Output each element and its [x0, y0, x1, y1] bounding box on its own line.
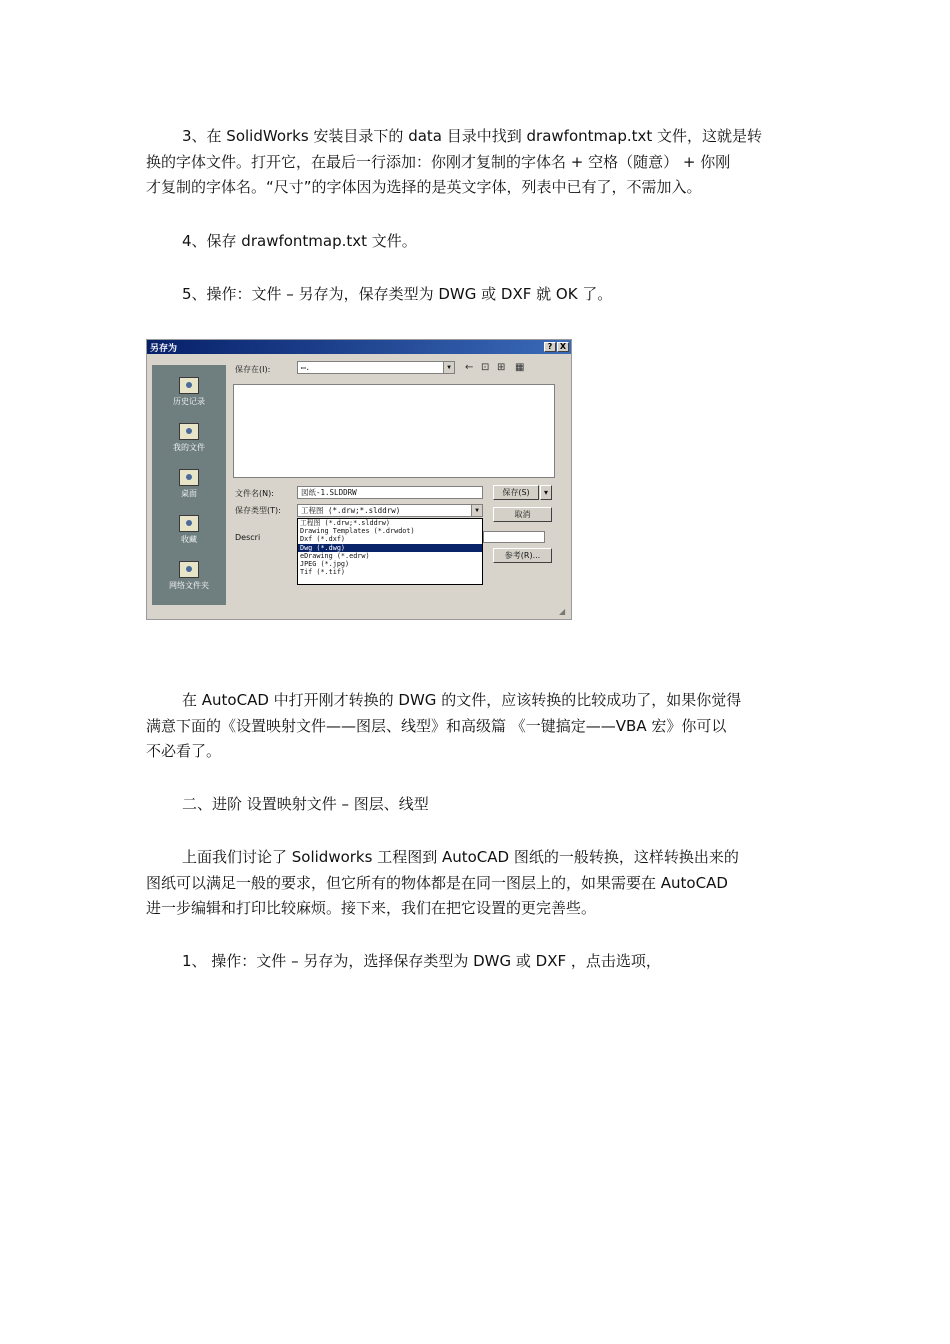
history-icon	[179, 377, 199, 394]
filename-label: 文件名(N):	[235, 489, 274, 498]
place-label: 历史记录	[173, 397, 205, 406]
close-button[interactable]: X	[557, 342, 569, 352]
save-in-value: .	[305, 363, 311, 372]
paragraph-autocad	[146, 688, 810, 765]
places-bar	[152, 365, 226, 605]
save-in-combo[interactable]	[297, 361, 455, 374]
place-desktop[interactable]	[152, 461, 226, 507]
text-line: 图纸可以满足一般的要求，但它所有的物体都是在同一图层上的，如果需要在 AutoCAD	[146, 873, 728, 892]
filetype-option[interactable]: Tif (*.tif)	[300, 568, 346, 577]
filename-value: 図纸-1.SLDDRW	[301, 488, 357, 497]
desktop-icon	[179, 469, 199, 486]
paragraph-intro	[146, 845, 810, 922]
back-icon[interactable]: ←	[465, 362, 474, 373]
reference-button[interactable]: 参考(R)...	[493, 548, 552, 563]
help-button[interactable]: ?	[544, 342, 556, 352]
cancel-button[interactable]: 取消	[493, 507, 552, 522]
favorites-icon	[179, 515, 199, 532]
text-line: 在 AutoCAD 中打开刚才转换的 DWG 的文件，应该转换的比较成功了，如果你觉得	[182, 691, 742, 709]
text-line: 进一步编辑和打印比较麻烦。接下来，我们在把它设置的更完善些。	[146, 899, 597, 917]
filetype-value: 工程图 (*.drw;*.slddrw)	[301, 506, 401, 515]
description-field[interactable]	[483, 531, 545, 543]
dialog-titlebar	[147, 340, 571, 354]
filename-field[interactable]	[297, 486, 483, 499]
place-favorites[interactable]	[152, 507, 226, 553]
text-line: 满意下面的《设置映射文件——图层、线型》和高级篇 《一键搞定——VBA 宏》你可以	[146, 716, 727, 735]
place-history[interactable]	[152, 369, 226, 415]
chevron-down-icon: ▼	[443, 362, 454, 373]
filetype-option[interactable]: 工程图 (*.drw;*.slddrw)	[300, 519, 390, 527]
filetype-option[interactable]: JPEG (*.jpg)	[300, 559, 350, 568]
place-my-documents[interactable]	[152, 415, 226, 461]
filetype-option[interactable]: eDrawing (*.edrw)	[300, 551, 370, 560]
paragraph-step-1: 1、 操作：文件 – 另存为，选择保存类型为 DWG 或 DXF ，点击选项，	[182, 952, 661, 970]
filetype-option-selected[interactable]: Dwg (*.dwg)	[298, 544, 482, 552]
network-icon	[179, 561, 199, 578]
place-label: 我的文件	[173, 443, 205, 452]
paragraph-step-3	[146, 124, 810, 201]
section-heading: 二、进阶 设置映射文件 – 图层、线型	[182, 795, 429, 813]
new-folder-icon[interactable]: ⊞	[497, 362, 506, 373]
text-line: 换的字体文件。打开它，在最后一行添加：你刚才复制的字体名 + 空格（随意） + 你刚	[146, 152, 731, 171]
place-label: 网络文件夹	[169, 581, 209, 590]
resize-grip-icon[interactable]: ◢	[559, 607, 566, 616]
place-label: 收藏	[181, 535, 197, 544]
save-in-label: 保存在(I):	[235, 365, 271, 374]
text-line: 不必看了。	[146, 742, 222, 760]
folder-icon: ▭	[301, 363, 306, 372]
dialog-title: 另存为	[150, 344, 178, 354]
folder-icon	[179, 423, 199, 440]
save-button[interactable]: 保存(S)	[493, 485, 539, 500]
chevron-down-icon: ▾	[543, 488, 548, 497]
filetype-select[interactable]	[297, 504, 483, 517]
view-menu-icon[interactable]: ▦	[515, 362, 525, 373]
filetype-option[interactable]: Dxf (*.dxf)	[300, 535, 346, 544]
text-line: 3、在 SolidWorks 安装目录下的 data 目录中找到 drawfontmap.txt 文件，这就是转	[182, 127, 763, 145]
filetype-option[interactable]: Drawing Templates (*.drwdot)	[300, 527, 415, 536]
place-network[interactable]	[152, 553, 226, 599]
filetype-dropdown-list[interactable]	[297, 518, 483, 585]
file-list[interactable]	[233, 384, 555, 478]
paragraph-step-4: 4、保存 drawfontmap.txt 文件。	[182, 232, 417, 250]
up-folder-icon[interactable]: ⊡	[481, 362, 490, 373]
save-options-button[interactable]	[540, 485, 552, 500]
description-label: Descri	[235, 533, 261, 542]
chevron-down-icon: ▼	[471, 505, 482, 516]
text-line: 上面我们讨论了 Solidworks 工程图到 AutoCAD 图纸的一般转换，这样转换出来的	[182, 848, 739, 866]
place-label: 桌面	[181, 489, 197, 498]
save-as-dialog	[146, 339, 572, 620]
paragraph-step-5: 5、操作：文件 – 另存为，保存类型为 DWG 或 DXF 就 OK 了。	[182, 285, 613, 303]
text-line: 才复制的字体名。“尺寸”的字体因为选择的是英文字体，列表中已有了，不需加入。	[146, 178, 702, 196]
filetype-label: 保存类型(T):	[235, 506, 281, 515]
